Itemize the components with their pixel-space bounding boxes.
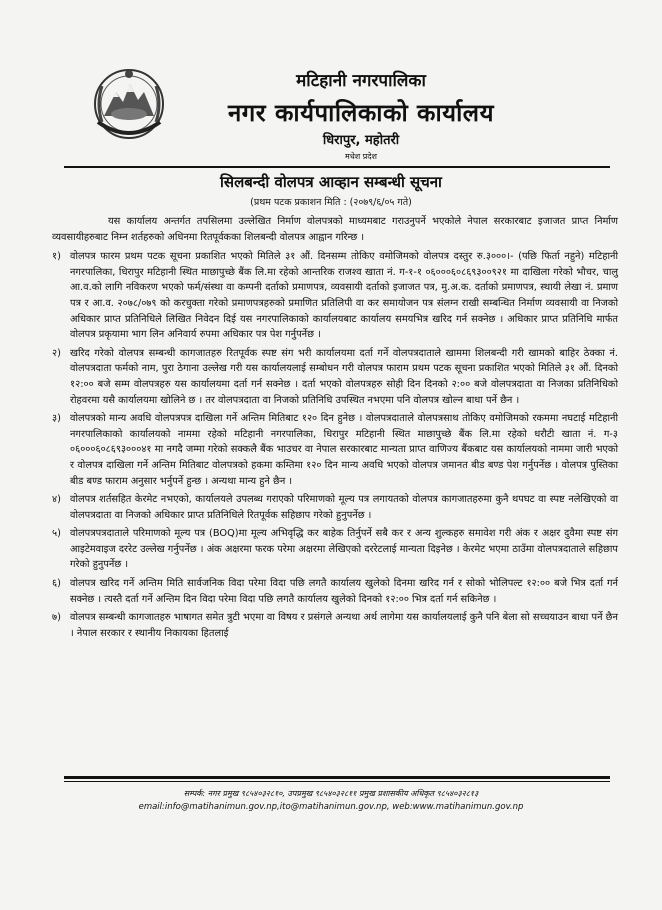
- item-number: ६): [52, 578, 61, 590]
- notice-publication-date: (प्रथम पटक प्रकाशन मिति : (२०७९/६/०५ गते): [250, 197, 412, 208]
- item-number: ४): [52, 494, 61, 506]
- conditions-list: [52, 249, 618, 641]
- header-divider: [64, 166, 610, 168]
- item-number: २): [52, 347, 61, 359]
- item-text: वोलपत्र शर्तसहित केरमेट नभएको, कार्यालयले उपलब्ध गराएको परिमाणको मूल्य पत्र लगायतको वोलपत्र कागजातहरुमा कुनै थपघट वा स्पष्ट नलेखिएको वा वोलपत्रदाता वा निजको अधिकार प्राप्त प्रतिनिधिले रितपूर्वक सहिछाप गरेको हुनुपर्नेछ ।: [70, 494, 618, 521]
- list-item: [52, 411, 618, 489]
- item-text: वोलपत्र फारम प्रथम पटक सूचना प्रकाशित भएको मितिले ३१ औं. दिनसम्म तोकिए वमोजिमको वोलपत्र दस्तुर रु.३०००।- (पछि फिर्ता नहुने) मटिहानी नगरपालिका, धिरापुर मटिहानी स्थित माछापुच्छे बैंक लि.मा रहेको आन्तरिक राजश्व खाता नं. ग-१-१ ०६०००६०८६९३००९२१ मा दाखिला गरेको भौचर, चालु आ.व.को लागि नविकरण भएको फर्म/संस्था वा कम्पनी दर्ताको प्रमाणपत्र, व्यवसायी दर्ताको इजाजत पत्र, मु.अ.क. दर्ताको प्रमाणपत्र, स्थायी लेखा नं. प्रमाण पत्र र आ.व. २०७८/०७९ को करचुक्ता गरेको प्रमाणपत्रहरुको प्रमाणित प्रतिलिपी वा कर समायोजन पत्र संलग्न राखी सम्बन्धित निर्माण व्यवसायी वा निजको अधिकार प्राप्त प्रतिनिधिले लिखित निवेदन दिई यस नगरपालिकाको कार्यालयबाट कार्यालय समयभित्र खरिद गर्न सक्नेछ । अधिकार प्राप्त प्रतिनिधि मार्फत वोलपत्र प्रकृयामा भाग लिन अनिवार्य रुपमा अधिकार पत्र पेश गर्नुपर्नेछ ।: [70, 251, 618, 341]
- notice-body: [52, 214, 618, 644]
- footer-contact-numbers: सम्पर्क: नगर प्रमुख ९८५४०३२८१०, उपप्रमुख ९८५४०३२८११ प्रमुख प्रशासकीय अधिकृत ९८५४०३२८१३: [183, 789, 479, 798]
- item-number: ३): [52, 413, 61, 425]
- list-item: [52, 610, 618, 641]
- office-name: नगर कार्यपालिकाको कार्यालय: [227, 99, 495, 127]
- item-text: वोलपत्रको मान्य अवधि वोलपत्रपत्र दाखिला गर्ने अन्तिम मितिबाट १२० दिन हुनेछ । वोलपत्रदाताले वोलपत्रसाथ तोकिए वमोजिमको रकममा नघटाई मटिहानी नगरपालिकाको कार्यालयको नाममा रहेको मटिहानी नगरपालिका, धिरापुर मटिहानी स्थित माछापुच्छे बैंक लि.मा रहेको धरौटी खाता नं. ग-३ ०६०००६०८६९३०००४१ मा नगदै जम्मा गरेको सक्कलै बैंक भाउचर वा नेपाल सरकारबाट मान्यता प्राप्त वाणिज्य बैंकबाट यस कार्यालयको नाममा जारी भएको र वोलपत्र दाखिला गर्ने अन्तिम मितिबाट वोलपत्रको हकमा कम्तिमा १२० दिन मान्य अवधि भएको वोलपत्र जमानत बीड बण्ड पेश गर्नुपर्नेछ । वोलपत्र पुस्तिका बीड बण्ड फाराम अनुसार भर्नुपर्ने हुन्छ । अन्यथा मान्य हुने छैन ।: [70, 413, 618, 487]
- item-text: वोलपत्र खरिद गर्ने अन्तिम मिति सार्वजनिक विदा परेमा विदा पछि लगतै कार्यालय खुलेको दिनमा खरिद गर्न र सोको भोलिपल्ट १२:०० बजे भित्र दर्ता गर्न सक्नेछ । त्यस्तै दर्ता गर्ने अन्तिम दिन विदा परेमा विदा पछि लगतै कार्यालय खुलेको दिनको १२:०० भित्र दर्ता गर्न सकिनेछ ।: [70, 578, 618, 605]
- office-location: धिरापुर, महोतरी: [322, 133, 400, 148]
- list-item: [52, 346, 618, 408]
- province-name: मधेश प्रदेश: [345, 152, 377, 161]
- list-item: [52, 492, 618, 523]
- notice-title: सिलबन्दी वोलपत्र आव्हान सम्बन्धी सूचना: [220, 173, 442, 191]
- item-text: वोलपत्र सम्बन्धी कागजातहरु भाषागत समेत त्रुटी भएमा वा विषय र प्रसंगले अन्यथा अर्थ लागेमा यस कार्यालयलाई कुनै पनि बेला सो सच्चयाउन बाधा पर्ने छैन । नेपाल सरकार र स्थानीय निकायका हितलाई: [70, 612, 618, 639]
- item-number: १): [52, 251, 61, 263]
- footer-email-web: email:info@matihanimun.gov.np,ito@matihanimun.gov.np, web:www.matihanimun.gov.np: [138, 802, 524, 812]
- list-item: [52, 526, 618, 573]
- item-number: ७): [52, 612, 61, 624]
- footer-divider-thick: [64, 776, 610, 779]
- item-text: वोलपत्रपत्रदाताले परिमाणको मूल्य पत्र (BOQ)मा मूल्य अभिवृद्धि कर बाहेक तिर्नुपर्ने सबै कर र अन्य शुल्कहरु समावेश गरी अंक र अक्षर दुवैमा स्पष्ट संग आइटेमवाइज दररेट उल्लेख गर्नुपर्नेछ । अंक अक्षरमा फरक परेमा अक्षरमा लेखिएको दररेटलाई मान्यता दिइनेछ । केरमेट भएमा ठाउँमा वोलपत्रदाताले सहिछाप गरेको हुनुपर्नेछ ।: [70, 528, 618, 571]
- item-text: खरिद गरेको वोलपत्र सम्बन्धी कागजातहरु रितपूर्वक स्पष्ट संग भरी कार्यालयमा दर्ता गर्ने वोलपत्रदाताले खाममा शिलबन्दी गरी खामको बाहिर ठेक्का नं. वोलपत्रदाता फर्मको नाम, पुरा ठेगाना उल्लेख गरी यस कार्यालयलाई सम्बोधन गरी वोलपत्र फाराम प्रथम पटक सूचना प्रकाशित भएको मितिले ३१ औं. दिनको १२:०० बजे सम्म वोलपत्रहरु यस कार्यालयमा दर्ता गर्न सक्नेछ । दर्ता भएको वोलपत्रहरु सोही दिन दिनको २:०० बजे वोलपत्रदाता वा निजका प्रतिनिधिको रोहवरमा यसै कार्यालयमा खोलिने छ । तर वोलपत्रदाता वा निजको प्रतिनिधि उपस्थित नभएमा पनि वोलपत्र खोल्न बाधा पर्ने छैन ।: [70, 347, 618, 406]
- footer-divider-thin: [64, 781, 610, 782]
- item-number: ५): [52, 528, 61, 540]
- list-item: [52, 576, 618, 607]
- municipality-name: मटिहानी नगरपालिका: [296, 71, 426, 91]
- list-item: [52, 249, 618, 343]
- intro-paragraph: यस कार्यालय अन्तर्गत तपसिलमा उल्लेखित निर्माण वोलपत्रको माध्यमबाट गराउनुपर्ने भएकोले नेपाल सरकारबाट इजाजत प्राप्त निर्माण व्यवसायीहरुबाट निम्न शर्तहरुको अधिनमा रितपूर्वकका शिलबन्दी वोलपत्र आह्वान गरिन्छ ।: [52, 216, 618, 243]
